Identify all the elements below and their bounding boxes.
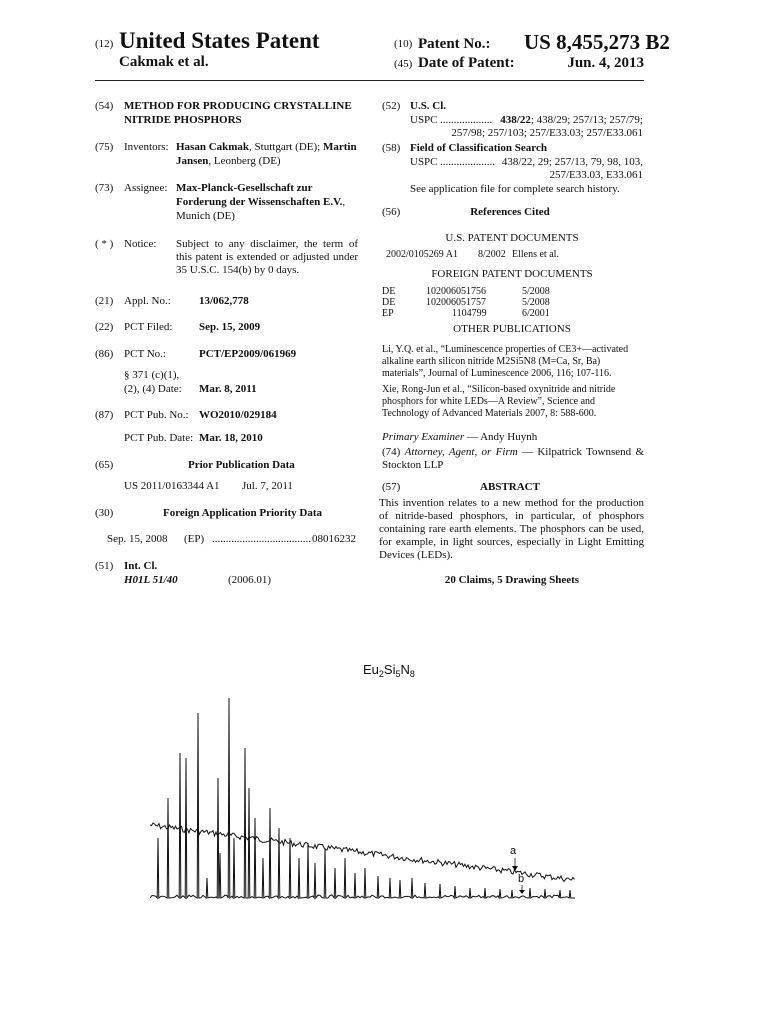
curve-a-label: a — [510, 845, 517, 857]
inventors-label: Inventors: — [124, 141, 169, 153]
inventor-short: Cakmak et al. — [119, 54, 209, 70]
foreign-doc-number: 102006051756 — [426, 286, 486, 297]
pct-no-label: PCT No.: — [124, 348, 166, 360]
prior-pub-number: US 2011/0163344 A1 — [124, 480, 220, 492]
field-line-1: 438/22, 29; 257/13, 79, 98, 103, — [501, 156, 643, 168]
uspc-line-2: 257/98; 257/103; 257/E33.03; 257/E33.061 — [451, 127, 643, 139]
pct-no-code: (86) — [95, 348, 114, 360]
notice-text: Subject to any disclaimer, the term of this patent is extended or adjusted under 35 U.S.C. 154(b) by 0 days. — [176, 238, 358, 276]
field-line-2: 257/E33.03, E33.061 — [549, 169, 643, 181]
kind-code: (12) — [95, 38, 114, 50]
foreign-prio-country: (EP) — [184, 533, 205, 545]
appl-value: 13/062,778 — [199, 295, 249, 307]
us-doc-date: 8/2002 — [478, 249, 506, 260]
pub-no-value: WO2010/029184 — [199, 409, 277, 421]
foreign-doc-date: 5/2008 — [522, 286, 550, 297]
notice-label: Notice: — [124, 238, 157, 250]
uspc-line-1: 438/22; 438/29; 257/13; 257/79; — [500, 114, 643, 126]
primary-examiner: Primary Examiner — Andy Huynh — [382, 431, 538, 443]
prior-pub-code: (65) — [95, 459, 114, 471]
xrd-plot — [150, 630, 590, 905]
foreign-prio-dots: .................................... — [212, 533, 311, 545]
assignee-line-1: Max-Planck-Gesellschaft zur — [176, 182, 313, 194]
compound-label: $Eu_2Si_5N_8$ — [363, 662, 415, 679]
date-code: (45) — [394, 58, 413, 70]
s371-line-1: § 371 (c)(1), — [124, 369, 180, 381]
refs-heading: References Cited — [470, 206, 550, 218]
other-pub-1: Li, Y.Q. et al., “Luminescence properties of CE3+—activated alkaline earth silicon nitride M2Si5N8 (M=Ca, Sr, Ba) materials”, Journal of Luminescence 2006, 116; 107-116. — [382, 344, 629, 379]
prior-pub-date: Jul. 7, 2011 — [242, 480, 293, 492]
intcl-code: (51) — [95, 560, 114, 572]
invention-title-1: METHOD FOR PRODUCING CRYSTALLINE — [124, 100, 352, 112]
field-label: Field of Classification Search — [410, 142, 547, 154]
appl-code: (21) — [95, 295, 114, 307]
inventors-line-1: Hasan Cakmak, Stuttgart (DE); Martin — [176, 141, 357, 153]
inventors-code: (75) — [95, 141, 114, 153]
assignee-label: Assignee: — [124, 182, 168, 194]
foreign-doc-number: 1104799 — [452, 308, 487, 319]
patent-number: US 8,455,273 B2 — [524, 30, 670, 54]
invention-title-2: NITRIDE PHOSPHORS — [124, 114, 242, 126]
header-rule — [95, 80, 644, 81]
pub-no-label: PCT Pub. No.: — [124, 409, 189, 421]
patent-no-label: Patent No.: — [418, 36, 491, 52]
uscl-code: (52) — [382, 100, 401, 112]
date-label: Date of Patent: — [418, 55, 515, 71]
foreign-doc-date: 5/2008 — [522, 297, 550, 308]
curve-b-label: b — [518, 873, 525, 885]
foreign-doc-country: DE — [382, 286, 396, 297]
abstract-heading: ABSTRACT — [480, 481, 540, 493]
arrow-a-head — [512, 866, 518, 871]
abstract-code: (57) — [382, 481, 401, 493]
us-docs-heading: U.S. PATENT DOCUMENTS — [445, 232, 579, 244]
patent-no-code: (10) — [394, 38, 413, 50]
foreign-prio-code: (30) — [95, 507, 114, 519]
title-code: (54) — [95, 100, 114, 112]
foreign-docs-heading: FOREIGN PATENT DOCUMENTS — [431, 268, 593, 280]
inventors-line-2: Jansen, Leonberg (DE) — [176, 155, 281, 167]
pub-no-code: (87) — [95, 409, 114, 421]
pct-filed-value: Sep. 15, 2009 — [199, 321, 261, 333]
pct-no-value: PCT/EP2009/061969 — [199, 348, 297, 360]
assignee-code: (73) — [95, 182, 114, 194]
claims-summary: 20 Claims, 5 Drawing Sheets — [444, 574, 580, 586]
prior-pub-heading: Prior Publication Data — [188, 459, 295, 471]
pub-date-label: PCT Pub. Date: — [124, 432, 194, 444]
arrow-b-head — [519, 890, 525, 894]
intcl-class: H01L 51/40 — [124, 574, 178, 586]
appl-label: Appl. No.: — [124, 295, 171, 307]
pub-date-value: Mar. 18, 2010 — [199, 432, 263, 444]
pct-filed-label: PCT Filed: — [124, 321, 173, 333]
foreign-prio-heading: Foreign Application Priority Data — [163, 507, 322, 519]
other-pubs-heading: OTHER PUBLICATIONS — [453, 323, 571, 335]
field-uspc-label: USPC — [410, 156, 438, 168]
foreign-doc-country: DE — [382, 297, 396, 308]
s371-value: Mar. 8, 2011 — [199, 383, 257, 395]
field-code: (58) — [382, 142, 401, 154]
foreign-doc-date: 6/2001 — [522, 308, 550, 319]
uspc-dots: ................... — [440, 114, 493, 126]
diffraction-curve-b — [150, 698, 575, 898]
uspc-label: USPC — [410, 114, 438, 126]
foreign-doc-number: 102006051757 — [426, 297, 486, 308]
assignee-line-2: Forderung der Wissenschaften E.V., — [176, 196, 346, 208]
other-pub-2: Xie, Rong-Jun et al., “Silicon-based oxynitride and nitride phosphors for white LEDs—A Review”, Science and Technology of Advanced Materials 2007, 8: 588-600. — [382, 384, 616, 419]
attorney: (74) Attorney, Agent, or Firm — Kilpatrick Townsend & Stockton LLP — [382, 446, 645, 471]
intcl-year: (2006.01) — [228, 574, 272, 586]
s371-line-2: (2), (4) Date: — [124, 383, 182, 395]
us-doc-number: 2002/0105269 A1 — [386, 249, 458, 260]
assignee-line-3: Munich (DE) — [176, 210, 235, 222]
notice-code: ( * ) — [95, 238, 114, 250]
field-dots: .................... — [440, 156, 495, 168]
us-doc-name: Ellens et al. — [512, 249, 559, 260]
foreign-doc-country: EP — [382, 308, 394, 319]
date-of-patent: Jun. 4, 2013 — [567, 55, 644, 71]
xrd-figure — [150, 630, 590, 905]
pct-filed-code: (22) — [95, 321, 114, 333]
field-note: See application file for complete search history. — [410, 183, 620, 195]
intcl-label: Int. Cl. — [124, 560, 158, 572]
uscl-label: U.S. Cl. — [410, 100, 447, 112]
refs-code: (56) — [382, 206, 401, 218]
document-title: United States Patent — [119, 28, 320, 53]
abstract-text: This invention relates to a new method for the production of nitride-based phosphors, in particular, of phosphors containing rare earth elements. The phosphors can be used, for example, in light sources, especially in Light Emitting Devices (LEDs). — [379, 497, 644, 561]
foreign-prio-date: Sep. 15, 2008 — [107, 533, 168, 545]
foreign-prio-number: 08016232 — [312, 533, 356, 545]
